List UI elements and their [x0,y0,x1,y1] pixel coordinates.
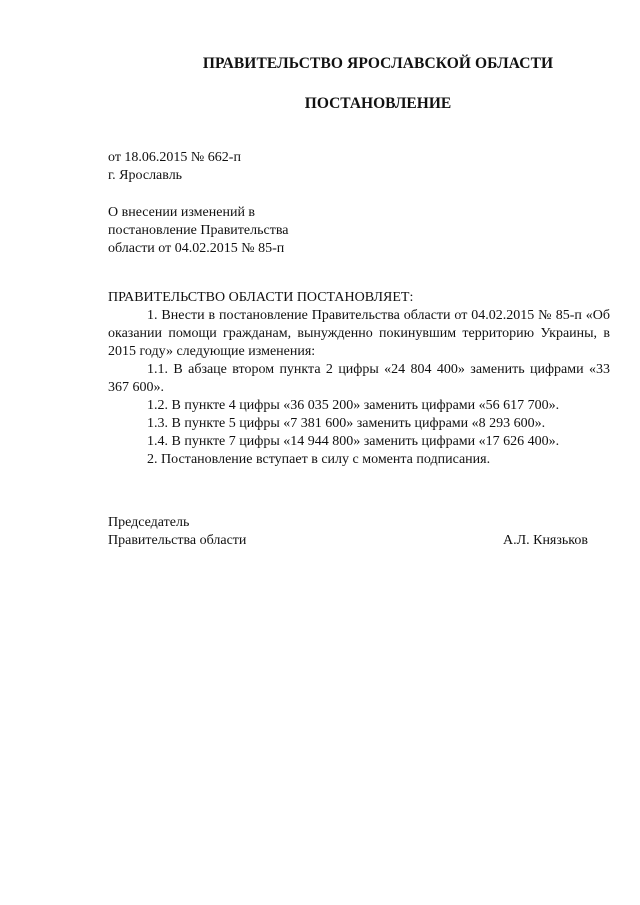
organization-title: ПРАВИТЕЛЬСТВО ЯРОСЛАВСКОЙ ОБЛАСТИ [202,55,554,72]
decree-statement: ПРАВИТЕЛЬСТВО ОБЛАСТИ ПОСТАНОВЛЯЕТ: [108,290,414,305]
signer-position-2: Правительства области [108,533,247,548]
subject-line: области от 04.02.2015 № 85-п [108,241,285,256]
subject-line: О внесении изменений в [108,205,256,220]
city: г. Ярославль [108,168,183,183]
document-type-title: ПОСТАНОВЛЕНИЕ [304,95,452,112]
paragraph-1-2: 1.2. В пункте 4 цифры «36 035 200» заменить цифрами «56 617 700». [147,398,560,413]
document-body [108,289,610,469]
paragraph-1-4: 1.4. В пункте 7 цифры «14 944 800» заменить цифрами «17 626 400». [147,434,560,449]
paragraph-2: 2. Постановление вступает в силу с момента подписания. [147,452,491,467]
signer-name: А.Л. Князьков [503,533,588,548]
signature-row [108,532,588,550]
paragraph-1: 1. Внести в постановление Правительства области от 04.02.2015 № 85-п «Об оказании помощи гражданам, вынужденно покинувшим территорию Украины, в 2015 году» следующие изменения: [108,308,610,359]
date-number: от 18.06.2015 № 662-п [108,150,241,165]
signature-block [108,514,588,550]
paragraph-1-3: 1.3. В пункте 5 цифры «7 381 600» заменить цифрами «8 293 600». [147,416,546,431]
subject-line: постановление Правительства [108,223,289,238]
signer-position: Председатель [108,515,190,530]
paragraph-1-1: 1.1. В абзаце втором пункта 2 цифры «24 804 400» заменить цифрами «33 367 600». [108,362,610,395]
document-subject [108,204,288,258]
document-meta [108,149,241,185]
